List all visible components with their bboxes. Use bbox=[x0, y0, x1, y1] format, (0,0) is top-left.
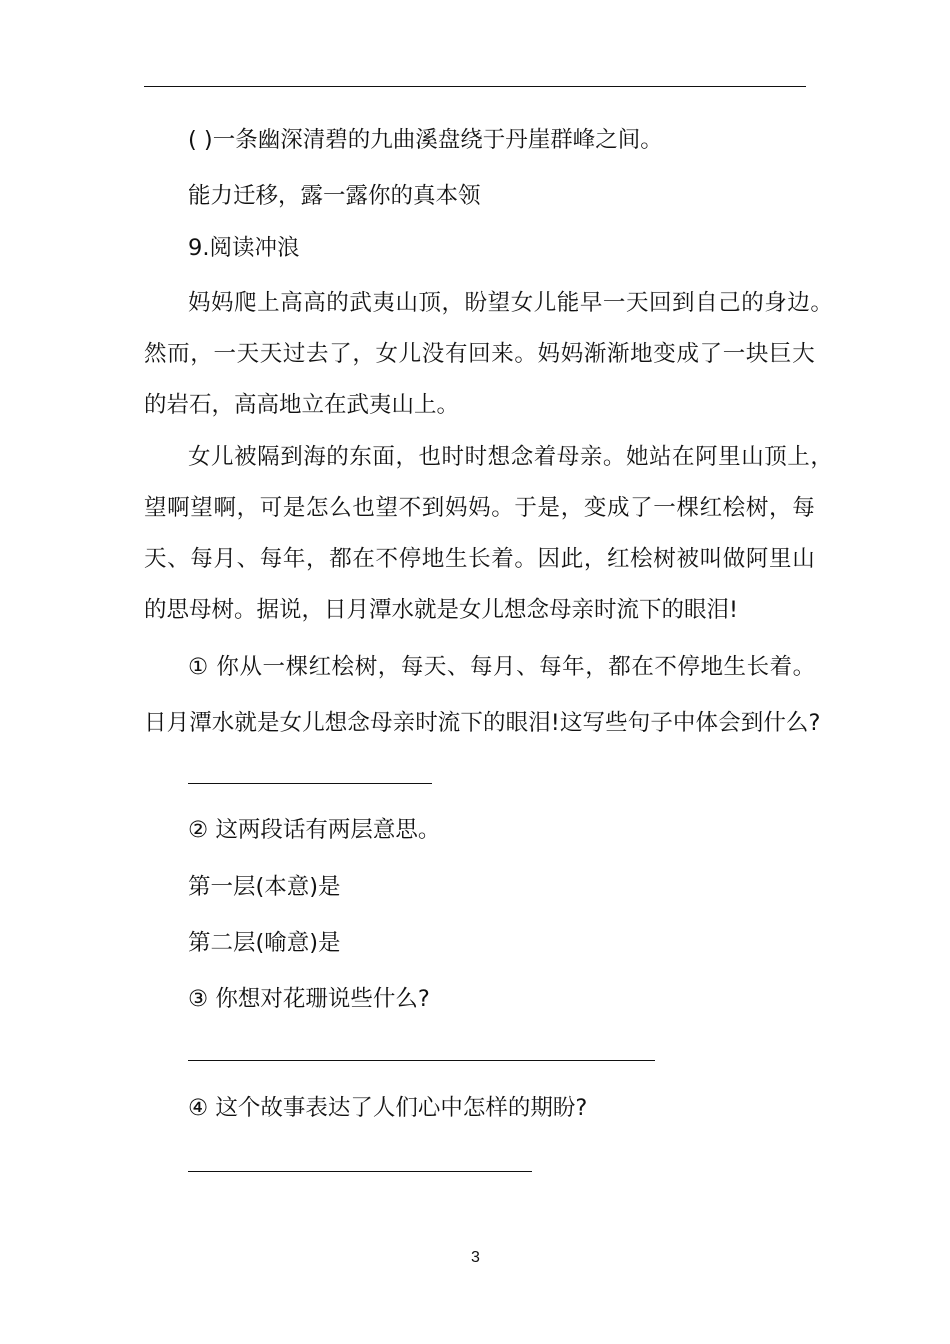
question-1-continued: 日月潭水就是女儿想念母亲时流下的眼泪!这写些句子中体会到什么? bbox=[144, 710, 821, 736]
question-2-part-1: 第一层(本意)是 bbox=[188, 874, 341, 900]
passage-line: 望啊望啊，可是怎么也望不到妈妈。于是，变成了一棵红桧树，每 bbox=[144, 495, 816, 521]
question-3: ③ 你想对花珊说些什么? bbox=[188, 986, 430, 1012]
passage-line: 女儿被隔到海的东面，也时时想念着母亲。她站在阿里山顶上， bbox=[188, 444, 834, 470]
question-1: ① 你从一棵红桧树，每天、每月、每年，都在不停地生长着。 bbox=[188, 654, 816, 680]
answer-blank-4 bbox=[188, 1171, 532, 1172]
sentence-item: ( )一条幽深清碧的九曲溪盘绕于丹崖群峰之间。 bbox=[188, 127, 663, 153]
question-2-part-2: 第二层(喻意)是 bbox=[188, 930, 341, 956]
passage-line: 妈妈爬上高高的武夷山顶，盼望女儿能早一天回到自己的身边。 bbox=[188, 290, 834, 316]
question-4: ④ 这个故事表达了人们心中怎样的期盼? bbox=[188, 1095, 588, 1121]
answer-blank-1 bbox=[188, 783, 432, 784]
passage-line: 天、每月、每年，都在不停地生长着。因此，红桧树被叫做阿里山 bbox=[144, 546, 816, 572]
passage-line: 的思母树。据说，日月潭水就是女儿想念母亲时流下的眼泪! bbox=[144, 597, 739, 623]
answer-blank-3 bbox=[188, 1060, 655, 1061]
page-number: 3 bbox=[471, 1249, 480, 1266]
passage-line: 的岩石，高高地立在武夷山上。 bbox=[144, 392, 460, 418]
exercise-title: 9.阅读冲浪 bbox=[188, 235, 300, 261]
passage-line: 然而，一天天过去了，女儿没有回来。妈妈渐渐地变成了一块巨大 bbox=[144, 341, 816, 367]
section-heading: 能力迁移，露一露你的真本领 bbox=[188, 183, 481, 209]
question-2: ② 这两段话有两层意思。 bbox=[188, 817, 441, 843]
top-rule bbox=[144, 86, 806, 87]
